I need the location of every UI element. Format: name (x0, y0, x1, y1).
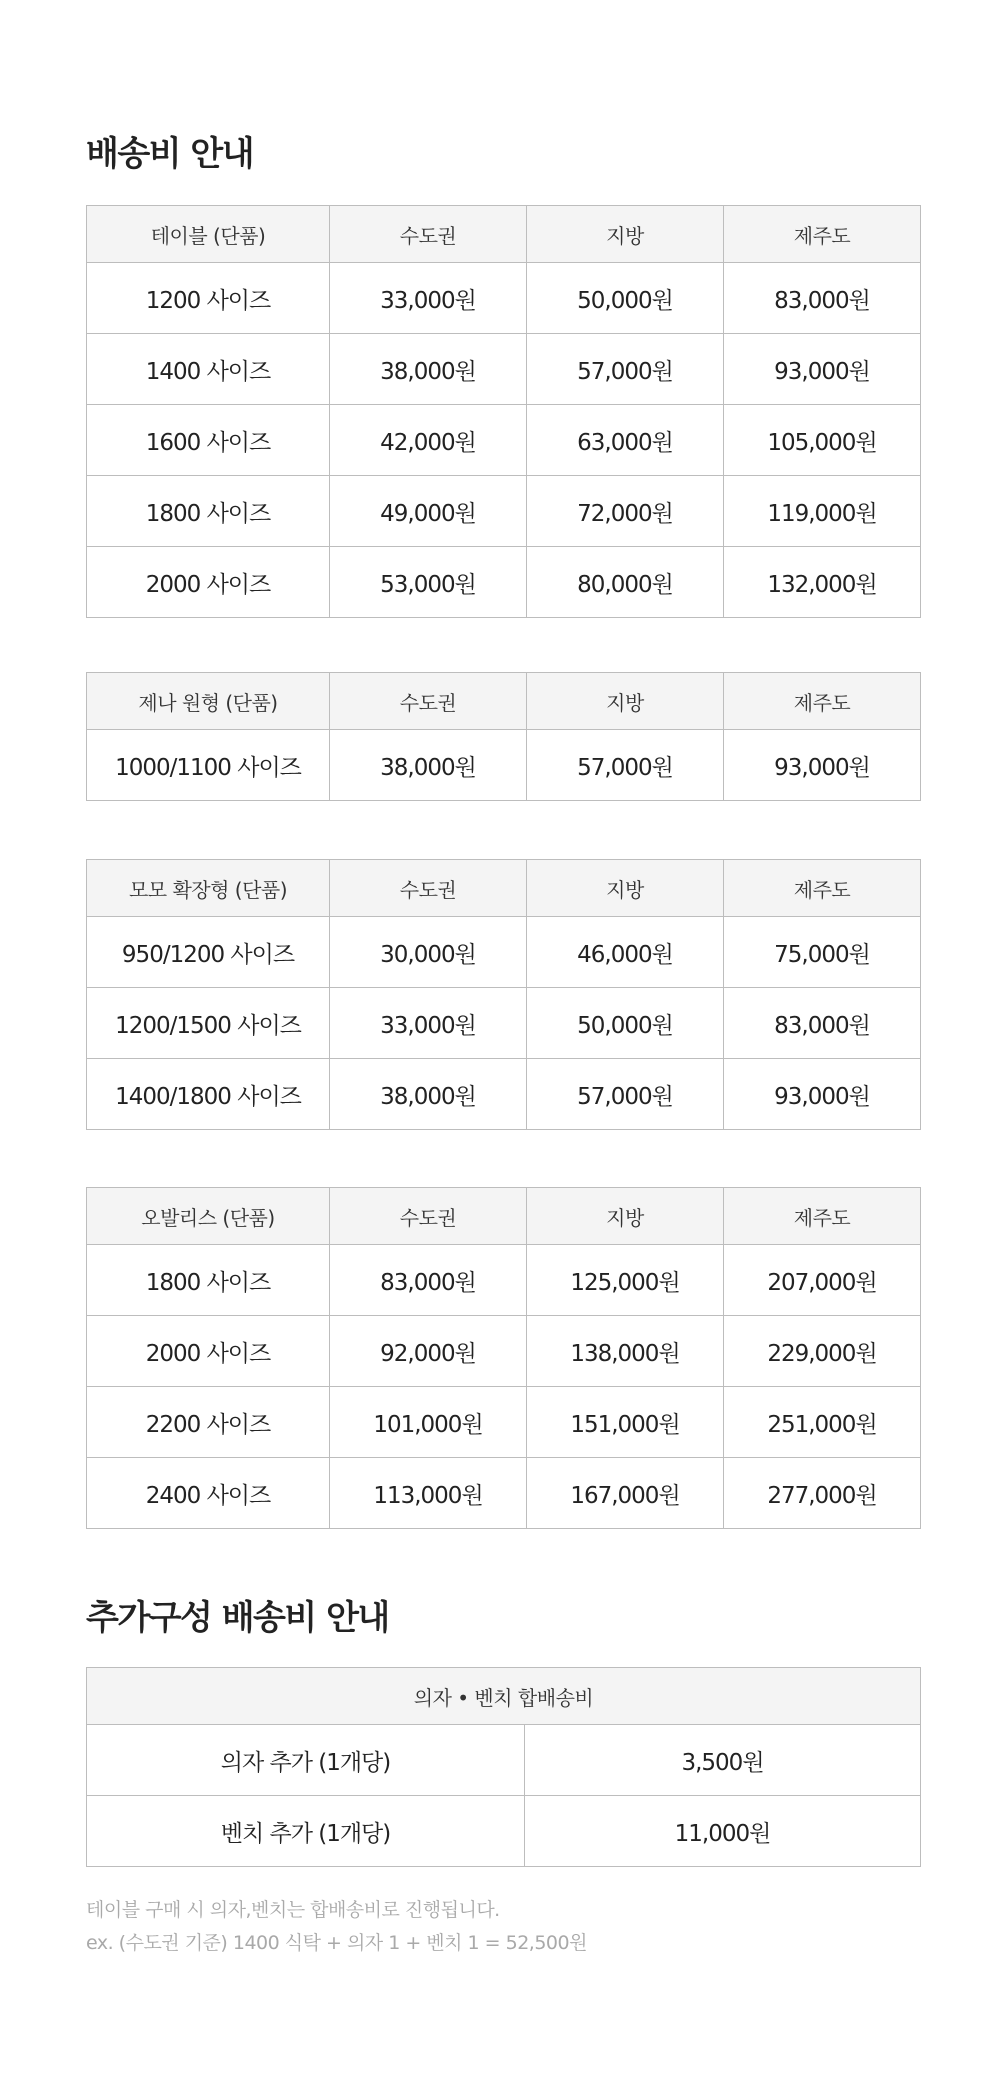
region-header-jeju: 제주도 (724, 673, 921, 730)
price-cell: 83,000원 (330, 1245, 527, 1316)
product-header: 제나 원형 (단품) (87, 673, 330, 730)
price-cell: 93,000원 (724, 334, 921, 405)
table-row (87, 334, 921, 405)
region-header-capital: 수도권 (330, 1188, 527, 1245)
fee-table-momo-extendable (86, 859, 921, 1130)
table-row (87, 1316, 921, 1387)
table-header-row (87, 1668, 921, 1725)
price-cell: 38,000원 (330, 334, 527, 405)
price-cell: 125,000원 (527, 1245, 724, 1316)
size-cell: 1400/1800 사이즈 (87, 1059, 330, 1130)
price-cell: 30,000원 (330, 917, 527, 988)
table-row (87, 1796, 921, 1867)
price-cell: 49,000원 (330, 476, 527, 547)
price-cell: 277,000원 (724, 1458, 921, 1529)
price-cell: 92,000원 (330, 1316, 527, 1387)
fee-table-jena-round (86, 672, 921, 801)
price-cell: 132,000원 (724, 547, 921, 618)
price-cell: 105,000원 (724, 405, 921, 476)
price-cell: 101,000원 (330, 1387, 527, 1458)
table-header-row (87, 860, 921, 917)
region-header-province: 지방 (527, 860, 724, 917)
region-header-capital: 수도권 (330, 673, 527, 730)
item-cell: 의자 추가 (1개당) (87, 1725, 525, 1796)
product-header: 오발리스 (단품) (87, 1188, 330, 1245)
fee-table-extra-items (86, 1667, 921, 1867)
region-header-jeju: 제주도 (724, 860, 921, 917)
table-header-row (87, 1188, 921, 1245)
price-cell: 11,000원 (525, 1796, 921, 1867)
price-cell: 72,000원 (527, 476, 724, 547)
size-cell: 1600 사이즈 (87, 405, 330, 476)
table-row (87, 730, 921, 801)
table-row (87, 547, 921, 618)
price-cell: 113,000원 (330, 1458, 527, 1529)
price-cell: 119,000원 (724, 476, 921, 547)
region-header-capital: 수도권 (330, 860, 527, 917)
price-cell: 57,000원 (527, 1059, 724, 1130)
note-example: ex. (수도권 기준) 1400 식탁 + 의자 1 + 벤치 1 = 52,500원 (86, 1932, 587, 1954)
extra-section-title: 추가구성 배송비 안내 (86, 1598, 389, 1638)
size-cell: 1200 사이즈 (87, 263, 330, 334)
table-row (87, 1725, 921, 1796)
product-header: 테이블 (단품) (87, 206, 330, 263)
table-row (87, 988, 921, 1059)
price-cell: 151,000원 (527, 1387, 724, 1458)
price-cell: 83,000원 (724, 988, 921, 1059)
product-header: 모모 확장형 (단품) (87, 860, 330, 917)
price-cell: 57,000원 (527, 730, 724, 801)
item-cell: 벤치 추가 (1개당) (87, 1796, 525, 1867)
price-cell: 57,000원 (527, 334, 724, 405)
size-cell: 2200 사이즈 (87, 1387, 330, 1458)
region-header-jeju: 제주도 (724, 1188, 921, 1245)
size-cell: 2400 사이즈 (87, 1458, 330, 1529)
price-cell: 50,000원 (527, 988, 724, 1059)
note-combined-shipping: 테이블 구매 시 의자,벤치는 합배송비로 진행됩니다. (86, 1899, 500, 1921)
price-cell: 138,000원 (527, 1316, 724, 1387)
price-cell: 93,000원 (724, 1059, 921, 1130)
price-cell: 207,000원 (724, 1245, 921, 1316)
region-header-province: 지방 (527, 206, 724, 263)
table-row (87, 1059, 921, 1130)
region-header-jeju: 제주도 (724, 206, 921, 263)
table-row (87, 1245, 921, 1316)
price-cell: 80,000원 (527, 547, 724, 618)
region-header-capital: 수도권 (330, 206, 527, 263)
combined-shipping-header: 의자 • 벤치 합배송비 (87, 1668, 921, 1725)
fee-table-ovalis (86, 1187, 921, 1529)
price-cell: 53,000원 (330, 547, 527, 618)
size-cell: 2000 사이즈 (87, 547, 330, 618)
size-cell: 950/1200 사이즈 (87, 917, 330, 988)
table-header-row (87, 673, 921, 730)
table-row (87, 917, 921, 988)
size-cell: 1800 사이즈 (87, 1245, 330, 1316)
price-cell: 63,000원 (527, 405, 724, 476)
price-cell: 229,000원 (724, 1316, 921, 1387)
price-cell: 50,000원 (527, 263, 724, 334)
price-cell: 33,000원 (330, 263, 527, 334)
size-cell: 1400 사이즈 (87, 334, 330, 405)
table-row (87, 263, 921, 334)
price-cell: 83,000원 (724, 263, 921, 334)
table-row (87, 1387, 921, 1458)
table-header-row (87, 206, 921, 263)
page-title: 배송비 안내 (86, 134, 254, 174)
price-cell: 33,000원 (330, 988, 527, 1059)
region-header-province: 지방 (527, 1188, 724, 1245)
table-row (87, 476, 921, 547)
size-cell: 1000/1100 사이즈 (87, 730, 330, 801)
table-row (87, 405, 921, 476)
price-cell: 3,500원 (525, 1725, 921, 1796)
price-cell: 38,000원 (330, 730, 527, 801)
price-cell: 42,000원 (330, 405, 527, 476)
price-cell: 93,000원 (724, 730, 921, 801)
price-cell: 46,000원 (527, 917, 724, 988)
fee-table-table (86, 205, 921, 618)
price-cell: 251,000원 (724, 1387, 921, 1458)
size-cell: 1800 사이즈 (87, 476, 330, 547)
price-cell: 167,000원 (527, 1458, 724, 1529)
price-cell: 75,000원 (724, 917, 921, 988)
size-cell: 1200/1500 사이즈 (87, 988, 330, 1059)
region-header-province: 지방 (527, 673, 724, 730)
table-row (87, 1458, 921, 1529)
price-cell: 38,000원 (330, 1059, 527, 1130)
size-cell: 2000 사이즈 (87, 1316, 330, 1387)
